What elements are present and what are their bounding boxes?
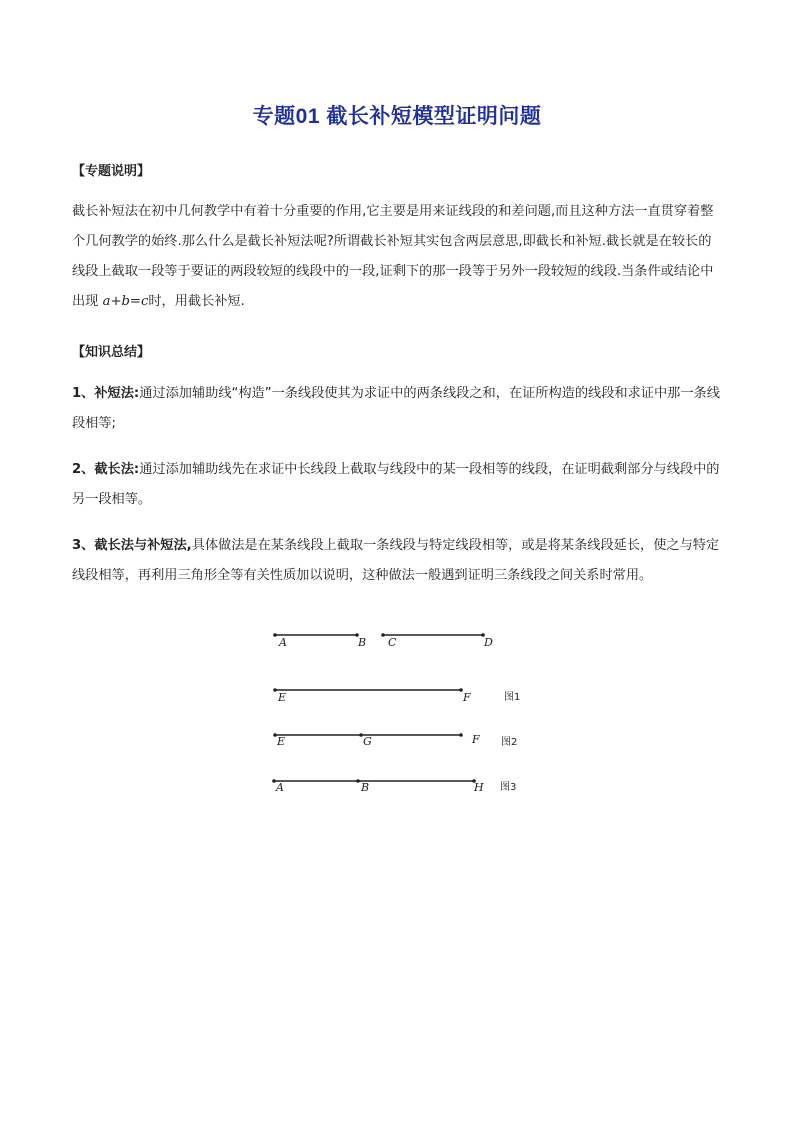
label-b: B xyxy=(358,636,367,649)
summary-item-label: 1、补短法: xyxy=(72,386,140,401)
label-e2: E xyxy=(277,735,286,748)
label-h: H xyxy=(474,781,484,794)
caption-figure-1: 图1 xyxy=(504,692,521,703)
label-g: G xyxy=(363,735,372,748)
label-a3: A xyxy=(276,781,284,794)
label-b3: B xyxy=(361,781,370,794)
formula: a+b=c xyxy=(102,294,149,309)
label-e: E xyxy=(278,691,287,704)
label-d: D xyxy=(484,636,493,649)
summary-item-text: 通过添加辅助线先在求证中长线段上截取与线段中的某一段相等的线段，在证明截剩部分与线段中的另一段相等。 xyxy=(72,462,720,507)
label-f2: F xyxy=(472,733,480,746)
label-f: F xyxy=(463,691,471,704)
label-a: A xyxy=(279,636,287,649)
label-c: C xyxy=(388,636,397,649)
summary-item-text: 具体做法是在某条线段上截取一条线段与特定线段相等，或是将某条线段延长，使之与特定线段相等，再利用三角形全等有关性质加以说明，这种做法一般遇到证明三条线段之间关系时常用。 xyxy=(72,538,720,583)
page-title: 专题01 截长补短模型证明问题 xyxy=(252,105,542,128)
summary-item-text: 通过添加辅助线“构造”一条线段使其为求证中的两条线段之和，在证所构造的线段和求证中那一条线段相等; xyxy=(72,386,720,431)
description-text: 截长补短法在初中几何教学中有着十分重要的作用,它主要是用来证线段的和差问题,而且这种方法一直贯穿着整个几何教学的始终.那么什么是截长补短法呢?所谓截长补短其实包含两层意思,即截长和补短.截长就是在较长的线段上截取一段等于要证的两段较短的线段中的一段,证剩下的那一段等于另外一段较短的线段.当条件或结论中出现 xyxy=(72,204,714,309)
point-b3 xyxy=(356,779,360,783)
description-text-end: 时，用截长补短. xyxy=(148,294,245,309)
summary-item-label: 3、截长法与补短法, xyxy=(72,538,192,553)
section-heading-description: 【专题说明】 xyxy=(72,164,151,179)
caption-figure-2: 图2 xyxy=(501,737,518,748)
summary-item-label: 2、截长法: xyxy=(72,462,140,477)
caption-figure-3: 图3 xyxy=(500,782,517,793)
point-f2 xyxy=(459,733,463,737)
point-c xyxy=(381,633,385,637)
point-e xyxy=(273,688,277,692)
point-a xyxy=(273,633,277,637)
section-heading-summary: 【知识总结】 xyxy=(72,345,151,360)
